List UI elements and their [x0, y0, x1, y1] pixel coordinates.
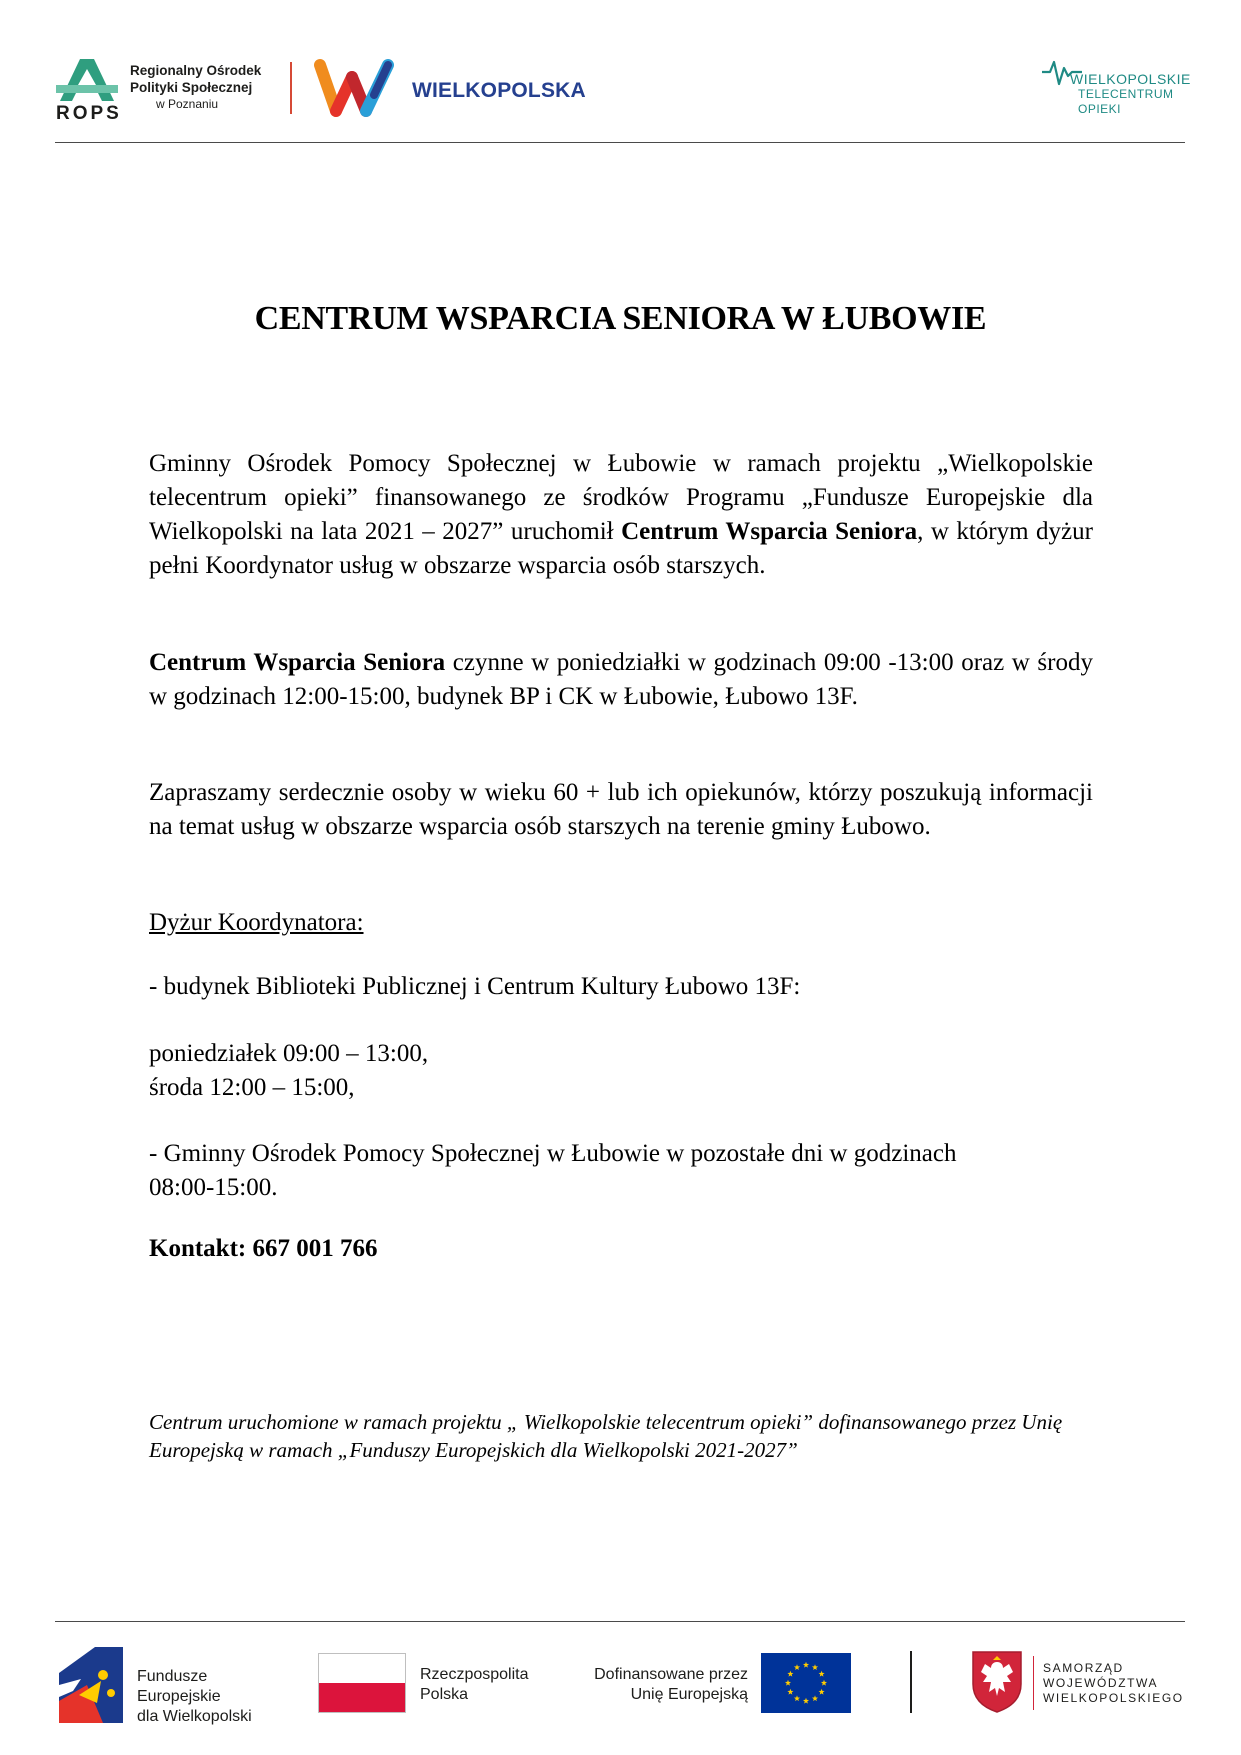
duty-hours-wednesday: środa 12:00 – 15:00, [149, 1074, 355, 1101]
rops-logo [56, 55, 281, 123]
eu-line2: Unię Europejską [630, 1686, 748, 1703]
opening-hours-paragraph [149, 646, 1093, 714]
rops-full-name [130, 62, 261, 113]
telecentrum-line2: TELECENTRUM [1078, 87, 1174, 101]
wielkopolska-logo [312, 55, 592, 125]
fundusze-europejskie-text [137, 1667, 287, 1727]
wielkopolska-wordmark: WIELKOPOLSKA [412, 79, 586, 102]
intro-text-start: Gminny Ośrodek Pomocy Społecznej w Łubowie w ramach projektu „Wielkopolskie telecentrum opieki” finansowanego ze środków Programu „Fundusze Europejskie dla Wielkopolski na lata 2021 – 2027” uruchomił [149, 450, 1093, 545]
hours-text: czynne w poniedziałki w godzinach 09:00 -13:00 oraz w środy w godzinach 12:00-15:00, budynek BP i CK w Łubowie, Łubowo 13F. [149, 649, 1093, 710]
rp-line1: Rzeczpospolita [420, 1666, 529, 1683]
intro-bold-center-name: Centrum Wsparcia Seniora [621, 518, 918, 545]
samorzad-text [1043, 1661, 1184, 1706]
intro-paragraph [149, 447, 1093, 583]
duty-heading-row [149, 906, 1093, 940]
rops-name-line1: Regionalny Ośrodek [130, 63, 262, 78]
location-2: - Gminny Ośrodek Pomocy Społecznej w Łubowie w pozostałe dni w godzinach 08:00-15:00. [149, 1140, 957, 1201]
telecentrum-line1: WIELKOPOLSKIE [1070, 71, 1191, 87]
duty-hours-monday: poniedziałek 09:00 – 13:00, [149, 1040, 429, 1067]
rzeczpospolita-text [420, 1665, 529, 1705]
crest-divider [1033, 1656, 1034, 1710]
telecentrum-logo [1042, 56, 1202, 126]
duty-hours [149, 1037, 1093, 1105]
fe-line2: dla Wielkopolski [137, 1708, 252, 1725]
hours-bold-center-name: Centrum Wsparcia Seniora [149, 649, 446, 676]
telecentrum-line3: OPIEKI [1078, 102, 1122, 116]
poland-flag-icon [318, 1653, 406, 1713]
header-rule [55, 142, 1185, 143]
samorzad-line1: SAMORZĄD [1043, 1661, 1124, 1675]
rops-name-line3: w Poznaniu [156, 97, 219, 111]
eu-cofinancing-text [578, 1665, 748, 1705]
intro-text-end: , w którym dyżur pełni Koordynator usług w obszarze wsparcia osób starszych. [149, 518, 1093, 579]
eu-line1: Dofinansowane przez [594, 1666, 748, 1683]
header-divider [290, 62, 292, 114]
document-title: CENTRUM WSPARCIA SENIORA W ŁUBOWIE [254, 300, 987, 337]
wielkopolska-eagle-crest-icon [971, 1650, 1023, 1714]
rops-emblem-icon [56, 55, 118, 105]
rops-name-line2: Polityki Społecznej [130, 80, 253, 95]
rops-abbreviation: ROPS [56, 103, 122, 124]
footer-divider [910, 1651, 912, 1713]
eu-flag-icon [761, 1653, 851, 1713]
fundusze-europejskie-icon [57, 1645, 125, 1725]
rp-line2: Polska [420, 1686, 469, 1703]
fe-line1: Fundusze Europejskie [137, 1668, 221, 1705]
project-footnote: Centrum uruchomione w ramach projektu „ Wielkopolskie telecentrum opieki” dofinansowanego przez Unię Europejską w ramach „Funduszy Europejskich dla Wielkopolski 2021-2027” [149, 1410, 1063, 1462]
telecentrum-name [1070, 72, 1191, 117]
location-1: - budynek Biblioteki Publicznej i Centrum Kultury Łubowo 13F: [149, 973, 801, 1000]
duty-heading: Dyżur Koordynatora: [149, 909, 364, 936]
invitation-paragraph: Zapraszamy serdecznie osoby w wieku 60 + lub ich opiekunów, którzy poszukują informacji na temat usług w obszarze wsparcia osób starszych na terenie gminy Łubowo. [149, 779, 1093, 840]
samorzad-line2: WOJEWÓDZTWA [1043, 1676, 1159, 1690]
contact-line: Kontakt: 667 001 766 [149, 1235, 378, 1262]
fundusze-europejskie-logo [57, 1645, 287, 1725]
wielkopolska-w-icon [312, 55, 396, 121]
samorzad-line3: WIELKOPOLSKIEGO [1043, 1691, 1184, 1705]
footer-rule [55, 1621, 1185, 1622]
